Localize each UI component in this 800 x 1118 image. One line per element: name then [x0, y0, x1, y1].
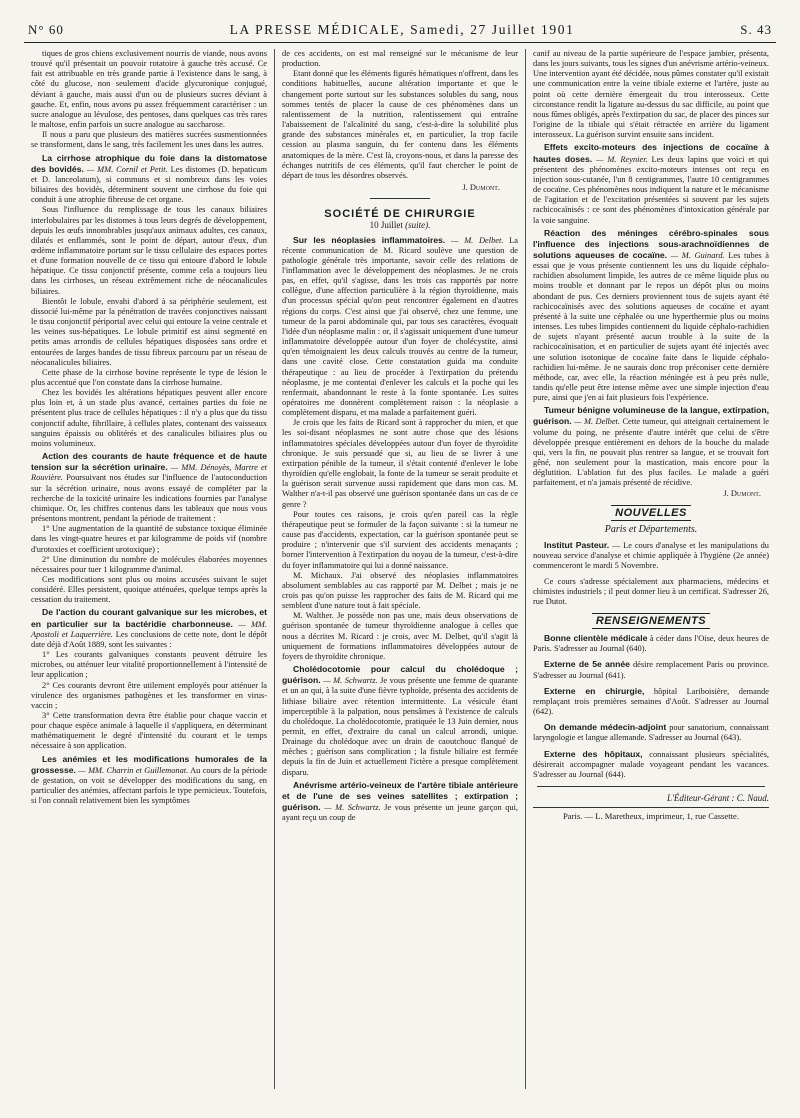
classified-ad [533, 686, 769, 717]
page-header [24, 22, 776, 38]
article-text: Poursuivant nos études sur l'influence de l'autoconduction sur la sécrétion urinaire, nous avons essayé de compléter par la recherche de la toxicité urinaire les indications fournies par l'analyse chimique. Or, les chiffres contenus dans les tableaux que nous vous présentons montrent, pendant la période de traitement : [31, 473, 268, 524]
paragraph: 2° Une diminution du nombre de molécules élaborées moyennes nécessaires pour tuer 1 kilogramme d'animal. [31, 554, 267, 574]
article-title: Effets excito-moteurs des injections de cocaïne à hautes doses. [533, 142, 769, 164]
signature: J. Dumont. [723, 488, 761, 498]
article-text: Les conclusions de cette note, dont le dépôt date déjà d'Août 1889, sont les suivantes : [31, 629, 268, 649]
article-heading [282, 235, 518, 419]
ad-title: Externe des hôpitaux, [544, 748, 643, 759]
paragraph: 2° Ces courants devront être utilement employés pour atténuer la virulence des organismes pathogènes et les transformer en virus-vaccin ; [31, 680, 267, 710]
divider [537, 786, 765, 787]
section-divider [370, 198, 430, 199]
nouvelles-title: NOUVELLES [611, 505, 691, 521]
article-heading [533, 142, 769, 225]
article-heading [31, 607, 267, 650]
editor-credit: L'Éditeur-Gérant : C. Naud. [667, 793, 769, 803]
column-3 [525, 49, 776, 1089]
article-title: Tumeur bénigne volumineuse de la langue, extirpation, guérison. [533, 405, 769, 427]
article-authors: — M. Schwartz. [324, 803, 381, 813]
article-authors: — M. Delbet. [574, 417, 620, 427]
subsection-title: Paris et Départements. [604, 523, 698, 535]
classified-ad [533, 722, 769, 743]
article-authors: — M. Guinard. [670, 250, 725, 260]
paragraph: M. Walther. Je possède non pas une, mais deux observations de guérison spontanée de tumeur thyroïdienne analogue à celles que nous a décrites M. Ricard : je crois, avec M. Delbet, qu'il s'agit là uniquement de formations inflammatoires développées autour de foyers de thyroïdite chronique. [282, 611, 518, 661]
news-item [533, 540, 769, 571]
article-text: La récente communication de M. Ricard soulève une question de pathologie générale très importante, savoir celle des relations de l'inflammation avec le développement des néoplasmes. Je ne crois pas, en effet, qu'il s'agisse, dans les trois cas rapportés par notre collègue, d'une affection particulière à la région thyroïdienne, mais d'un processus spécial qu'on peut rencontrer également en d'autres régions du corps. C'est ainsi que j'ai observé, chez une femme, une tumeur de la paroi abdominale qui, par tous ses caractères, évoquait l'idée d'un néoplasme malin : or, il s'agissait uniquement d'une tumeur inflammatoire développée autour d'un foyer de cholécystite, ainsi qu'en témoignaient les deux calculs trouvés au centre de la tumeur, dans une cavité close. Cette constatation guida ma conduite thérapeutique : au lieu de procéder à l'extirpation du prétendu néoplasme, je me contentai d'enlever les calculs et la poche qui les renfermait, abandonnant le reste à la fonte spontanée. Les suites opératoires me donnèrent complètement raison : la néoplasie a complètement disparu, et ma malade a parfaitement guéri. [282, 235, 519, 418]
page-number: S. 43 [740, 22, 772, 37]
date-text: 10 Juillet [369, 220, 403, 231]
journal-title: LA PRESSE MÉDICALE, Samedi, 27 Juillet 1901 [229, 22, 575, 37]
ad-title: Externe de 5e année [544, 659, 630, 670]
nouvelles-heading [533, 505, 769, 521]
column-1 [24, 49, 274, 1089]
article-heading [282, 664, 518, 778]
paragraph: Ces modifications sont plus ou moins accusées suivant le sujet considéré. Elles persistent, quoique atténuées, quelque temps après la cessation du traitement. [31, 574, 267, 605]
paragraph: tiques de gros chiens exclusivement nourris de viande, nous avons trouvé qu'il présentait un pouvoir rotatoire à gauche très accusé. Ce fait est attribuable en très grande partie à l'existence dans le sang, à côté du glucose, non seulement d'acide glycuronique conjugué, déviant à gauche, mais aussi d'un ou de plusieurs sucres déviant à gauche. Et, enfin, nous avons pu assez fréquemment caractériser : un sucre analogue au lévulose, des pentoses, dans quelques cas très rares le maltose, enfin parfois un sucre analogue au saccharose. [31, 49, 267, 130]
issue-number: N° 60 [28, 22, 64, 37]
article-text: Cette tumeur, qui atteignait certainement le volume du poing, ne présente d'autre intérêt que celui de s'être développée presque entièrement en dehors de la bouche du malade qui, vers la fin, ne pouvait plus rentrer sa langue, et se trouvait fort gêné, non seulement pour la mastication, mais encore pour la déglutition. L'ablation fut des plus faciles. Le malade a guéri parfaitement, et n'a jamais présenté de récidive. [533, 417, 770, 488]
ad-text: pour sanatorium, connaissant laryngologie et langue allemande. S'adresser au Journal (643). [533, 723, 769, 743]
article-title: Cholédocotomie pour calcul du cholédoque ; guérison. [282, 664, 518, 686]
article-authors: — M. Schwartz. [323, 676, 378, 686]
suite-label: (suite). [405, 220, 431, 231]
article-heading [31, 153, 267, 206]
article-text: Au cours de la période de gestation, on voit se développer des modifications du sang, en particulier des anémies, affectant parfois le type pernicieux. Toutefois, si l'on connaît relativement bien les symptômes [31, 765, 267, 806]
ad-text: à céder dans l'Oise, deux heures de Paris. S'adresser au Journal (640). [533, 634, 770, 654]
article-heading [282, 780, 518, 824]
header-rule [24, 42, 776, 43]
ad-title: Bonne clientèle médicale [544, 633, 648, 644]
renseignements-title: RENSEIGNEMENTS [592, 613, 710, 629]
article-title: De l'action du courant galvanique sur les microbes, et en particulier sur la bactéridie charbonneuse. [31, 607, 267, 629]
article-title: Les anémies et les modifications humorales de la grossesse. [31, 753, 267, 775]
signature: J. Dumont. [462, 183, 500, 193]
article-title: Action des courants de haute fréquence et de haute tension sur la sécrétion urinaire. [31, 451, 267, 473]
article-title: Anévrisme artério-veineux de l'artère tibiale antérieure et de l'une de ses veines satellites ; extirpation ; guérison. [282, 779, 518, 813]
paragraph: Bientôt le lobule, envahi d'abord à sa périphérie seulement, est dissocié lui-même par la pénétration de travées conjonctives naissant le tissu conjonctif périportal avec celui qui entoure la veine centrale et les veines sus-hépatiques. Le lobule primitif est ainsi segmenté en petits amas arrondis de cellules hépatiques disposées sans ordre et entourées de larges bandes de tissu fibreux parcouru par un réseau de néocanalicules biliaires. [31, 296, 267, 367]
article-text: Je vous présente un jeune garçon qui, ayant reçu un coup de [282, 803, 519, 823]
paragraph: 1° Une augmentation de la quantité de substance toxique éliminée dans les vingt-quatre heures et par kilogramme de poids vif (nombre d'urotoxies et coefficient urotoxique) ; [31, 524, 267, 554]
column-2 [274, 49, 525, 1089]
article-heading [533, 228, 769, 404]
paragraph: Chez les bovidés les altérations hépatiques peuvent aller encore plus loin et, à un stade plus avancé, certaines parties du foie ne présentent plus trace de cellules hépatiques : il n'y a plus que du tissu conjonctif adulte, fibrillaire, à cellules plates, contenant des vaisseaux sanguins épaissis ou oblitérés et des canalicules biliaires plus ou moins volumineux. [31, 388, 267, 448]
paragraph: Etant donné que les éléments figurés hématiques n'offrent, dans les conditions habituelles, aucune altération importante et que le changement porte surtout sur les substances solubles du sang, nous sommes tentés de placer la cause de ces phénomènes dans un ralentissement de la nutrition, ralentissement qui entraîne l'abaissement de l'alcalinité du sang, c'est-à-dire la solubilité plus grande des substances minérales et, en particulier, la trop facile cession au plasma sanguin, du fer contenu dans les éléments anatomiques de la mère. C'est là, croyons-nous, et dans la paresse des échanges nutritifs de ces éléments, qu'il faut chercher le point de départ de tous les désordres observés. [282, 69, 518, 180]
ad-title: Externe en chirurgie, [544, 685, 645, 696]
article-title: La cirrhose atrophique du foie dans la distomatose des bovidés. [31, 152, 267, 174]
article-heading [533, 405, 769, 488]
ad-title: On demande médecin-adjoint [544, 722, 667, 733]
news-text: — Le cours d'analyse et les manipulations du nouveau service d'analyse et chimie appliquée à l'hygiène (2e année) commenceront le mardi 5 Novembre. [533, 541, 769, 571]
paragraph: 1° Les courants galvaniques constants peuvent détruire les microbes, ou atténuer leur vitalité proportionnellement à l'intensité de leur application ; [31, 650, 267, 680]
section-date [282, 220, 518, 230]
section-title: SOCIÉTÉ DE CHIRURGIE [324, 208, 476, 221]
divider [533, 807, 769, 808]
article-title: Réaction des méninges cérébro-spinales sous l'influence des injections sous-arachnoïdiennes de solutions aqueuses de cocaïne. [533, 227, 769, 260]
article-heading [31, 754, 267, 807]
article-text: Les deux lapins que voici et qui présentent des phénomènes excito-moteurs intenses ont reçu en injection sous-cutanée, l'un 8 centigrammes, l'autre 10 centigrammes de cocaïne. Ces phénomènes nous indiquent la nature et le mécanisme de l'agitation et de l'excitation présentées si souvent par les sujets rachicocaïnisés : ce sont des phénomènes d'intoxication générale par la voie sanguine. [533, 154, 770, 225]
paragraph: M. Michaux. J'ai observé des néoplasies inflammatoires absolument semblables au cas rapporté par M. Delbet ; mais je ne crois pas qu'on puisse les rapprocher des faits de M. Ricard qui me semblent d'une nature tout à fait spéciale. [282, 570, 518, 611]
article-text: Les tubes à essai que je vous présente contiennent les uns du liquide céphalo-rachidien absolument limpide, les autres de ce même liquide plus ou moins trouble et donnant par le repos un dépôt plus ou moins abondant de pus. Ces derniers proviennent tous de sujets ayant été rachicocaïnisés avec des solutions aqueuses de cocaïne et ayant présenté à la suite une céphalée ou une hyperthermie plus ou moins intenses. Les tubes limpides contiennent du liquide céphalo-rachidien de sujets n'ayant présenté aucun trouble à la suite de la rachicocaïnisation, et en particulier de sujets ayant été injectés avec une solution isotonique de cocaïne faite dans le liquide céphalo-rachidien lui-même. Je ne saurais donc trop préconiser cette dernière méthode, car, avec elle, la réaction méningée est à peu près nulle, tandis qu'elle peut être intense même avec une simple injection d'eau pure, ainsi que j'en ai fait plusieurs fois l'expérience. [533, 250, 770, 403]
news-title: Institut Pasteur. [544, 540, 610, 551]
article-text: Les distomes (D. hepaticum et D. lanceolatum), si communs et si nombreux dans les voies biliaires des bovidés, déterminent souvent une cirrhose du foie qui conduit à une atrophie fibreuse de cet organe. [31, 164, 268, 205]
classified-ad [533, 749, 769, 780]
article-authors: — MM. Charrin et Guillemonat. [78, 765, 189, 775]
paragraph: Je crois que les faits de Ricard sont à rapprocher du mien, et que les soi-disant néoplasmes ne sont autre chose que des lésions inflammatoires spéciales développées autour d'un foyer de thyroïdite chronique. Je suis persuadé que si, au lieu de se livrer à une extirpation pénible de la tumeur, il s'était contenté d'enlever le lobe thyroïdien qu'elle englobait, la fonte de la tumeur se serait produite et la guérison serait survenue aussi rapidement que dans mon cas. M. Walther n'a-t-il pas observé une guérison spontanée dans un cas de ce genre ? [282, 418, 518, 509]
ad-text: hôpital Lariboisière, demande remplaçant trois premières semaines d'Août. S'adresser au Journal (642). [533, 686, 769, 717]
classified-ad [533, 659, 769, 680]
article-authors: — MM. Apostoli et Laquerrière. [31, 619, 267, 639]
classified-ad [533, 633, 769, 654]
paragraph: Il nous a paru que plusieurs des matières sucrées susmentionnées se transforment, dans le sang, très facilement les unes dans les autres. [31, 130, 267, 150]
paragraph: de ces accidents, on est mal renseigné sur le mécanisme de leur production. [282, 49, 518, 69]
article-heading [31, 451, 267, 524]
article-authors: — MM. Cornil et Petit. [86, 164, 168, 174]
article-authors: — M. Reynier. [596, 154, 648, 164]
paragraph: Sous l'influence du remplissage de tous les canaux biliaires interlobulaires par les distomes à tous leurs degrés de développement, depuis les œufs innombrables jusqu'aux animaux adultes, ces canaux, dilatés et enflammés, sont le point de départ, autour d'eux, d'un œdème inflammatoire portant sur le tissu cellulaire des espaces portes et d'une formation nouvelle de ce tissu qui entoure d'abord le lobule hépatique. Ce tissu conjonctif présente, comme cela a toujours lieu dans les cirrhoses, un réseau extrêmement riche de néocanalicules biliaires. [31, 205, 267, 296]
paragraph: Ce cours s'adresse spécialement aux pharmaciens, médecins et chimistes industriels ; il peut donner lieu à un certificat. S'adresser 26, rue Dutot. [533, 576, 769, 606]
ad-text: connaissant plusieurs spécialités, désirerait accompagner malade voyageant pendant les vacances. S'adresser au Journal (644). [533, 749, 769, 779]
article-text: Je vous présente une femme de quarante et un an qui, à la suite d'une fièvre typhoïde, présenta des accidents de lithiase biliaire avec rétention intermittente. La vésicule étant imperceptible à la palpation, nous pensâmes à l'existence de calculs du cholédoque. La cholédocotomie, pratiquée le 13 Juin dernier, nous permit, en effet, d'extraire du canal un calcul arrondi, unique. Drainage du cholédoque avec un drain de caoutchouc flanqué de mèches ; guérison sans complication ; la fistule biliaire est fermée depuis la fin de Juin et actuellement l'ictère a presque complètement disparu. [282, 676, 519, 777]
article-title: Sur les néoplasies inflammatoires. [293, 234, 446, 245]
paragraph: Pour toutes ces raisons, je crois qu'en pareil cas la règle thérapeutique peut se formuler de la façon suivante : si la tumeur ne cause pas d'accidents, expectation, car la guérison spontanée peut se produire ; n'intervenir que s'il survient des accidents menaçants ; borner l'intervention à l'extirpation du noyau de la tumeur, c'est-à-dire du foyer inflammatoire qui lui a donné naissance. [282, 509, 518, 570]
columns [24, 49, 776, 1089]
paragraph: canif au niveau de la partie supérieure de l'espace jambier, présenta, dans les jours suivants, tous les signes d'un anévrisme artério-veineux. Une intervention ayant été décidée, nous pûmes constater qu'il existait une communication entre la veine tibiale externe et l'artère, juste au point où cette dernière émergeait du trou interosseux. Cette circonstance rendit la ligature au-dessus du sac difficile, au point que nous fûmes obligés, après l'extirpation du sac, de placer des pinces sur l'origine de la tibiale qui s'était rétractée en arrière du ligament interosseux. La guérison survint ensuite sans incident. [533, 49, 769, 140]
printer-credit: Paris. — L. Maretheux, imprimeur, 1, rue Cassette. [562, 811, 740, 822]
ad-text: désire remplacement Paris ou province. S'adresser au Journal (641). [533, 660, 770, 680]
renseignements-heading [533, 613, 769, 629]
article-authors: — M. Delbet. [451, 235, 504, 245]
article-authors: — MM. Dénoyès, Martre et Rouvière. [31, 463, 267, 483]
paragraph: 3° Cette transformation devra être établie pour chaque vaccin et pour chaque espèce animale à laquelle il s'appliquera, en déterminant mathématiquement le degré d'intensité du courant et le temps nécessaire à son application. [31, 711, 267, 751]
paragraph: Cette phase de la cirrhose bovine représente le type de lésion le plus accentué que l'on constate dans la cirrhose humaine. [31, 367, 267, 387]
